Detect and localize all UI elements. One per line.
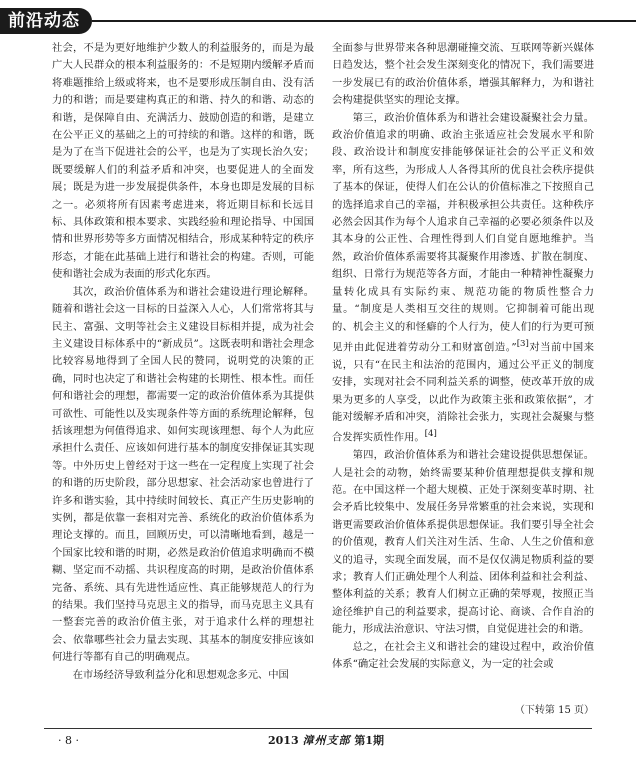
footnote-ref-3: [3]	[516, 338, 529, 349]
journal-footer	[268, 734, 384, 748]
left-column	[52, 40, 314, 700]
page-number: · 8 ·	[58, 734, 79, 747]
footnote-ref-4: [4]	[424, 429, 437, 440]
right-paragraph-2	[332, 110, 594, 448]
footer-rule	[44, 728, 592, 729]
journal-name: 漳州支部	[302, 734, 351, 747]
journal-issue: 第1期	[354, 734, 384, 747]
right-paragraph-3: 第四，政治价值体系为和谐社会建设提供思想保证。人是社会的动物，始终需要某种价值理想提供支撑和规范。在中国这样一个超大规模、正处于深刻变革时期、社会矛盾比较集中、发展任务异常繁重的社会来说，实现和谐更需要政治价值体系提供思想保证。我们要引导全社会的价值观，教育人们关注对生活、生命、人生之价值和意义的追寻，实现全面发展，而不是仅仅满足物质利益的要求；教育人们正确处理个人利益、团体利益和社会利益、整体利益的关系；教育人们树立正确的荣辱观，按照正当途径维护自己的利益要求，提高讨论、商谈、合作自治的能力，形成法治意识、守法习惯，自觉促进社会的和谐。	[332, 449, 594, 636]
right-paragraph-1: 全面参与世界带来各种思潮碰撞交流、互联网等新兴媒体日趋发达，整个社会发生深刻变化的情况下，我们需要进一步发展已有的政治价值体系，增强其解释力，为和谐社会构建提供坚实的理论支撑。	[332, 42, 594, 107]
header-rule	[92, 20, 636, 22]
section-title: 前沿动态	[8, 11, 80, 31]
right-paragraph-2-tail: 对当前中国来说，只有“在民主和法治的范围内，通过公平正义的制度安排，实现对社会不同利益关系的调整，使改革开放的成果为更多的人享受，以此作为政策主张和政策依据”，才能对缓解矛盾和冲突，消除社会张力，实现社会凝聚与整合发挥实质性作用。	[332, 341, 594, 444]
left-paragraph-2: 其次，政治价值体系为和谐社会建设进行理论解释。随着和谐社会这一目标的日益深入人心，人们常常将其与民主、富强、文明等社会主义建设目标相并提，成为社会主义建设目标体系中的“新成员”。这既表明和谐社会理念比较容易地得到了全国人民的赞同，说明党的决策的正确，同时也决定了和谐社会构建的长期性、根本性。而任何和谐社会的理想，都需要一定的政治价值体系为其提供可欲性、可能性以及实现条件等方面的系统理论解释，包括该理想为何值得追求、如何实现该理想、每个人为此应承担什么责任、应该如何进行基本的制度安排保证其实现等。中外历史上曾经对于这一些在一定程度上实现了社会的和谐的历史阶段，部分思想家、社会活动家也曾进行了许多和谐实验，其中持续时间较长、真正产生历史影响的实例，都是依靠一套相对完善、系统化的政治价值体系为理论支撑的。而且，回顾历史，可以清晰地看到，越是一个国家比较和谐的时期，必然是政治价值追求明确而不模糊、坚定而不动摇、共识程度高的时期，是政治价值体系完备、系统、具有先进性适应性、真正能够规范人的行为的结果。我们坚持马克思主义的指导，而马克思主义具有一整套完善的政治价值主张，对于追求什么样的理想社会、依靠哪些社会力量去实现、其基本的制度安排应该如何进行等都有自己的明确观点。	[52, 285, 314, 664]
section-title-badge	[0, 8, 92, 34]
continued-on-note: （下转第 15 页）	[514, 705, 594, 716]
left-paragraph-3: 在市场经济导致利益分化和思想观念多元、中国	[72, 668, 289, 681]
right-paragraph-4: 总之，在社会主义和谐社会的建设过程中，政治价值体系“确定社会发展的实际意义，为一定的社会或	[332, 640, 594, 671]
left-paragraph-1: 社会，不是为更好地维护少数人的利益服务的，而是为最广大人民群众的根本利益服务的：不是短期内缓解矛盾而将难题推给上级或将来，也不是要形成压制自由、没有活力的和谐；而是要建构真正的和谐、持久的和谐、动态的和谐，是保障自由、充满活力、鼓励创造的和谐，是建立在公平正义的基础之上的可持续的和谐。这样的和谐，既是为了在当下促进社会的公平，也是为了实现长治久安；既要缓解人们的利益矛盾和冲突，也要促进人的全面发展；既是为进一步发展提供条件，本身也即是发展的目标之一。必须将所有因素考虑进来，将近期目标和长远目标、具体政策和根本要求、实践经验和理论指导、中国国情和世界形势等多方面情况相结合，形成某种特定的秩序形态，才能在此基础上进行和谐社会的构建。否则，可能使和谐社会成为表面的形式化东西。	[52, 42, 314, 281]
right-column	[332, 40, 594, 700]
journal-year: 2013	[268, 734, 299, 747]
right-paragraph-2-body: 第三，政治价值体系为和谐社会建设凝聚社会力量。政治价值追求的明确、政治主张适应社会发展水平和阶段、政治设计和制度安排能够保证社会的公平正义和效率，所有这些，为形成人人各得其所的优良社会秩序提供了基本的保证，使得人们在公认的价值标准之下按照自己的选择追求自己的幸福，并积极承担公共责任。这种秩序必然会因其作为每个人追求自己幸福的必要必须条件以及其本身的公正性、合理性得到人们自觉自愿地维护。当然，政治价值体系需要将其凝聚作用渗透、扩散在制度、组织、日常行为规范等各方面，才能由一种精神性凝聚力量转化成具有实际约束、规范功能的物质性整合力量。“制度是人类相互交往的规则。它抑制着可能出现的、机会主义的和怪癖的个人行为，使人们的行为更可预见并由此促进着劳动分工和财富创造。”	[332, 111, 594, 354]
